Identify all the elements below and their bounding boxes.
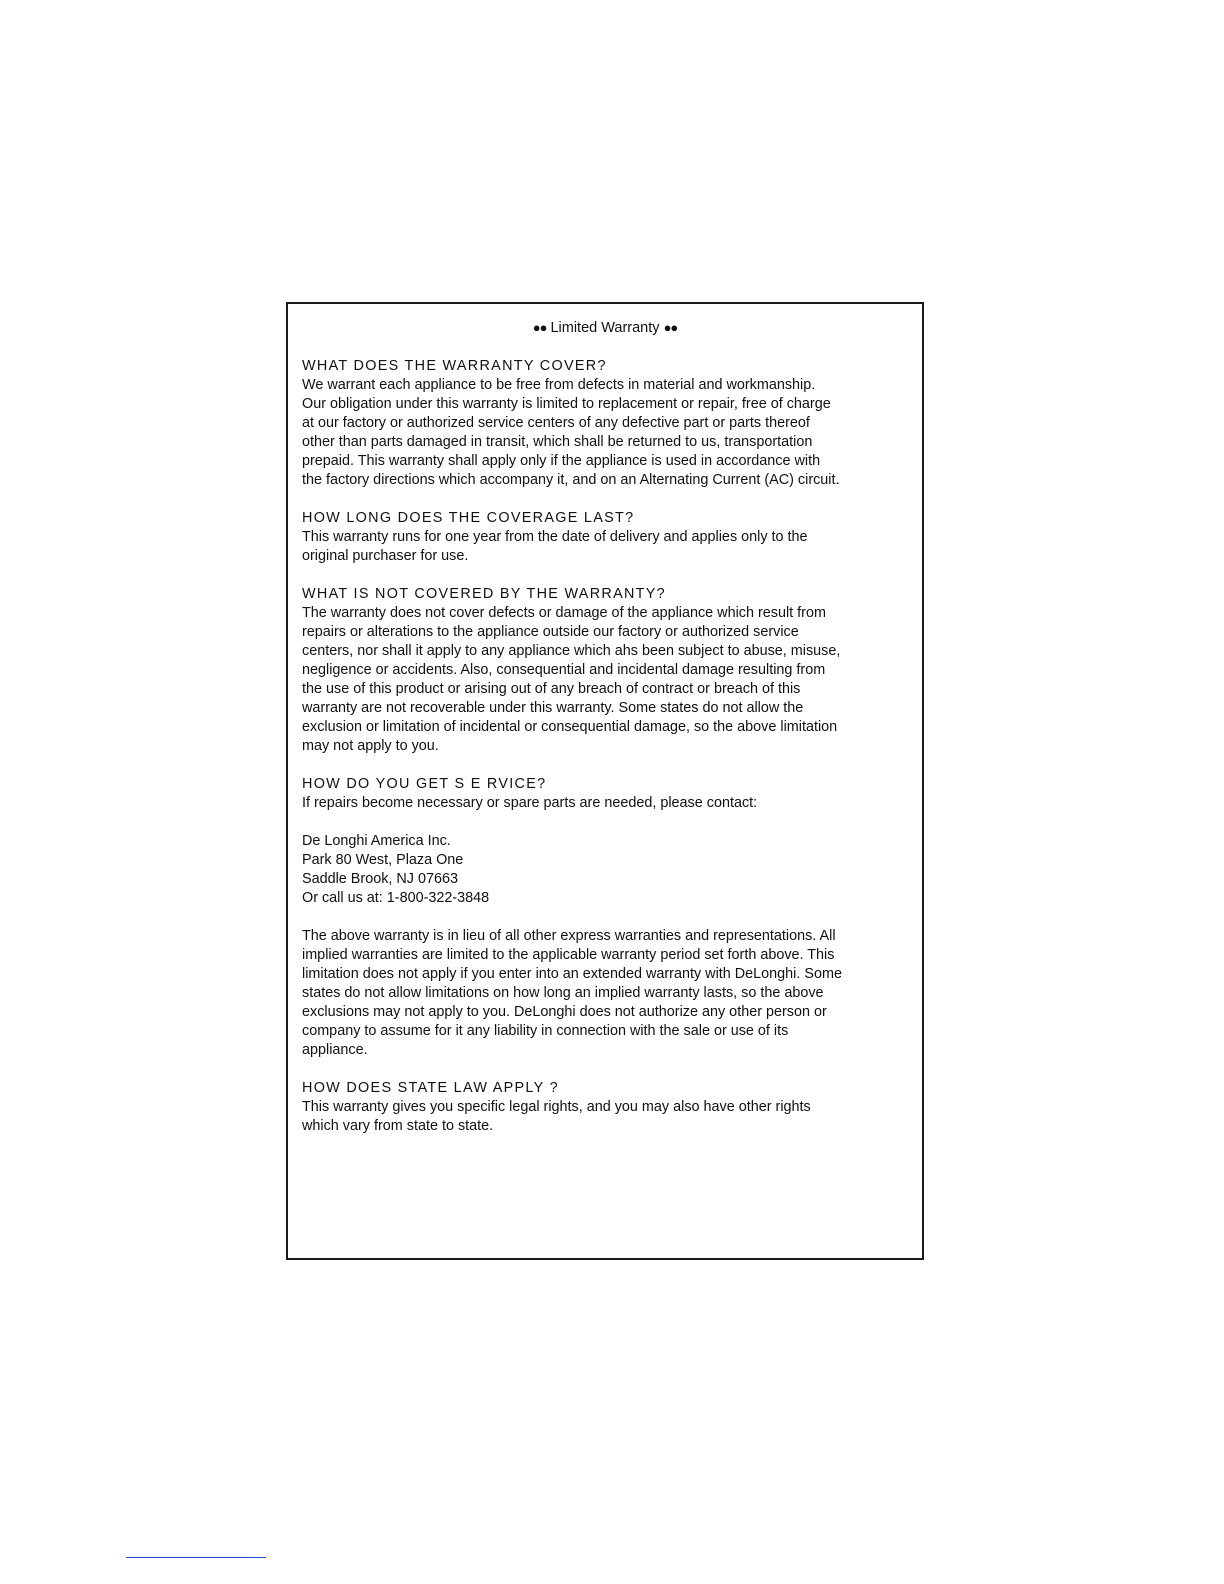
street-address: Park 80 West, Plaza One — [302, 852, 464, 868]
warranty-title — [288, 318, 922, 338]
paragraph-line: We warrant each appliance to be free from defects in material and workmanship. — [302, 377, 816, 393]
bullet-dots-icon: ●● — [663, 320, 678, 335]
paragraph-line: company to assume for it any liability in connection with the sale or use of its — [302, 1023, 789, 1039]
paragraph-line: centers, nor shall it apply to any appliance which ahs been subject to abuse, misuse, — [302, 643, 841, 659]
paragraph-line: original purchaser for use. — [302, 548, 469, 564]
section-heading: HOW DO YOU GET S E RVICE? — [302, 776, 547, 792]
section-heading: WHAT DOES THE WARRANTY COVER? — [302, 358, 607, 374]
phone-number: Or call us at: 1-800-322-3848 — [302, 890, 490, 906]
paragraph-line: implied warranties are limited to the applicable warranty period set forth above. This — [302, 947, 835, 963]
paragraph-line: This warranty runs for one year from the date of delivery and applies only to the — [302, 529, 808, 545]
paragraph-line: limitation does not apply if you enter into an extended warranty with DeLonghi. Some — [302, 966, 842, 982]
paragraph-line: This warranty gives you specific legal rights, and you may also have other rights — [302, 1099, 811, 1115]
paragraph-line: If repairs become necessary or spare parts are needed, please contact: — [302, 795, 758, 811]
section-not-covered — [302, 585, 914, 756]
section-duration — [302, 509, 914, 566]
paragraph-line: exclusion or limitation of incidental or consequential damage, so the above limitation — [302, 719, 838, 735]
paragraph-line: which vary from state to state. — [302, 1118, 494, 1134]
city-state-zip: Saddle Brook, NJ 07663 — [302, 871, 458, 887]
paragraph-line: negligence or accidents. Also, consequential and incidental damage resulting from — [302, 662, 826, 678]
section-heading: WHAT IS NOT COVERED BY THE WARRANTY? — [302, 586, 666, 602]
paragraph-line: the use of this product or arising out of any breach of contract or breach of this — [302, 681, 801, 697]
paragraph-line: other than parts damaged in transit, which shall be returned to us, transportation — [302, 434, 813, 450]
contact-address — [302, 832, 914, 908]
section-heading: HOW DOES STATE LAW APPLY ? — [302, 1080, 559, 1096]
paragraph-line: exclusions may not apply to you. DeLonghi does not authorize any other person or — [302, 1004, 827, 1020]
section-coverage — [302, 357, 914, 490]
paragraph-line: Our obligation under this warranty is limited to replacement or repair, free of charge — [302, 396, 831, 412]
paragraph-line: at our factory or authorized service centers of any defective part or parts thereof — [302, 415, 810, 431]
paragraph-line: The warranty does not cover defects or damage of the appliance which result from — [302, 605, 826, 621]
warranty-title-text: Limited Warranty — [550, 320, 660, 336]
paragraph-line: the factory directions which accompany it, and on an Alternating Current (AC) circuit. — [302, 472, 840, 488]
company-name: De Longhi America Inc. — [302, 833, 451, 849]
paragraph-line: The above warranty is in lieu of all other express warranties and representations. All — [302, 928, 836, 944]
section-state-law — [302, 1079, 914, 1136]
paragraph-line: warranty are not recoverable under this warranty. Some states do not allow the — [302, 700, 804, 716]
section-service — [302, 775, 914, 813]
paragraph-line: repairs or alterations to the appliance outside our factory or authorized service — [302, 624, 799, 640]
section-disclaimer — [302, 927, 914, 1060]
paragraph-line: may not apply to you. — [302, 738, 439, 754]
paragraph-line: states do not allow limitations on how long an implied warranty lasts, so the above — [302, 985, 824, 1001]
section-heading: HOW LONG DOES THE COVERAGE LAST? — [302, 510, 635, 526]
paragraph-line: appliance. — [302, 1042, 368, 1058]
footnote-divider — [126, 1557, 266, 1558]
paragraph-line: prepaid. This warranty shall apply only if the appliance is used in accordance with — [302, 453, 821, 469]
bullet-dots-icon: ●● — [532, 320, 547, 335]
warranty-content — [302, 357, 914, 1155]
warranty-box — [286, 302, 924, 1260]
